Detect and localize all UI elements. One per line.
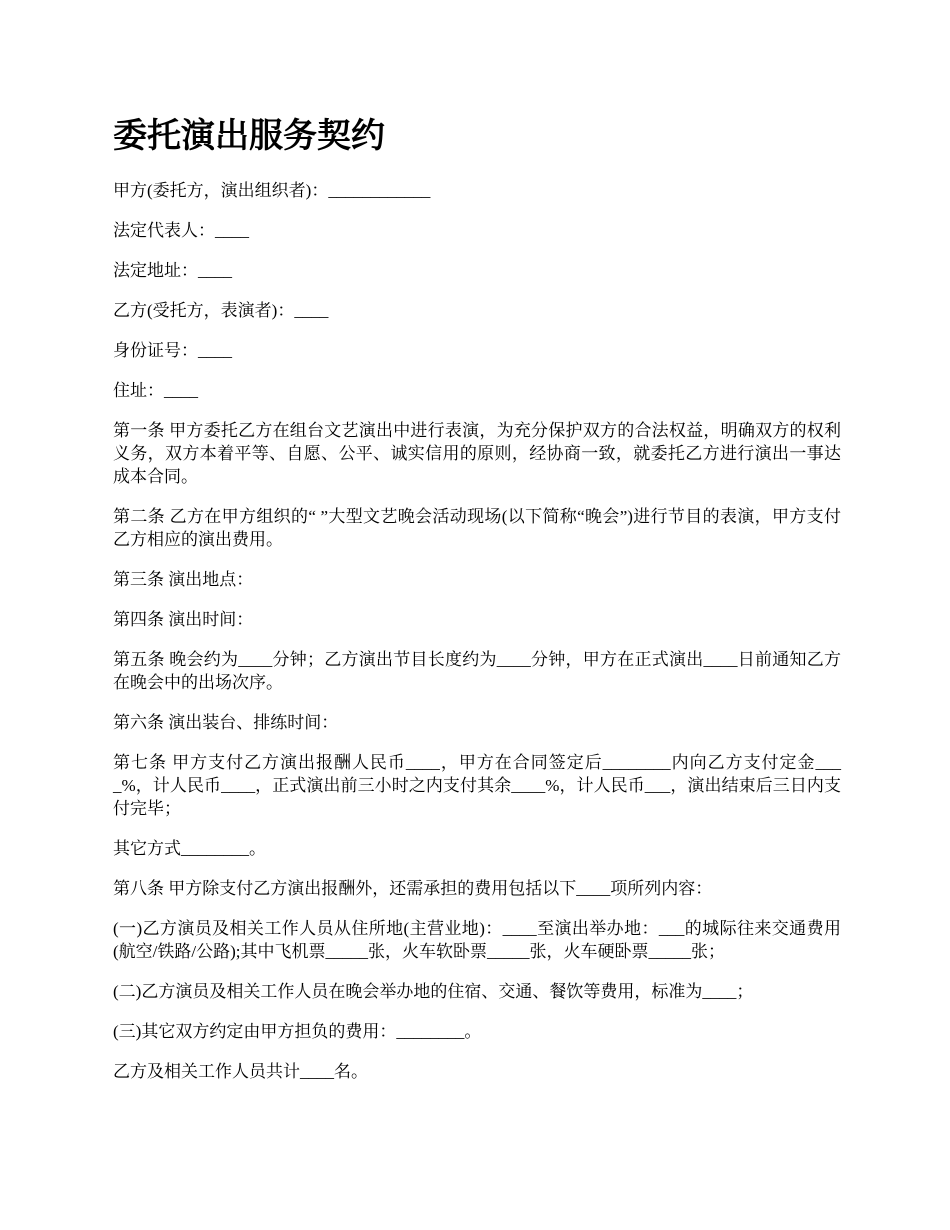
article-5: 第五条 晚会约为____分钟；乙方演出节目长度约为____分钟，甲方在正式演出____日前通知乙方在晚会中的出场次序。 [113,650,841,692]
article-8-item-3: (三)其它双方约定由甲方担负的费用：________。 [113,1022,482,1041]
legal-address-line: 法定地址：____ [113,261,232,280]
article-6: 第六条 演出装台、排练时间： [113,713,339,732]
other-payment-line: 其它方式________。 [113,839,266,858]
article-2: 第二条 乙方在甲方组织的“ ”大型文艺晚会活动现场(以下简称“晚会”)进行节目的表演，甲方支付乙方相应的演出费用。 [113,507,841,549]
party-b-line: 乙方(受托方，表演者)：____ [113,301,329,320]
id-number-line: 身份证号：____ [113,341,232,360]
article-7: 第七条 甲方支付乙方演出报酬人民币____，甲方在合同签定后________内向乙方支付定金____%，计人民币____，正式演出前三小时之内支付其余____%，计人民币___，演出结束后三日内支付完毕； [113,753,841,818]
article-4: 第四条 演出时间： [113,610,254,629]
party-a-line: 甲方(委托方，演出组织者)：____________ [113,181,431,200]
document-body [113,179,841,1100]
article-3: 第三条 演出地点： [113,570,254,589]
article-1: 第一条 甲方委托乙方在组台文艺演出中进行表演，为充分保护双方的合法权益，明确双方的权利义务，双方本着平等、自愿、公平、诚实信用的原则，经协商一致，就委托乙方进行演出一事达成本合同。 [113,421,841,486]
article-8-item-2: (二)乙方演员及相关工作人员在晚会举办地的住宿、交通、餐饮等费用，标准为____； [113,982,754,1001]
article-8: 第八条 甲方除支付乙方演出报酬外，还需承担的费用包括以下____项所列内容： [113,879,713,898]
legal-representative-line: 法定代表人：____ [113,221,249,240]
staff-count-line: 乙方及相关工作人员共计____名。 [113,1062,368,1081]
document-title: 委托演出服务契约 [113,116,385,156]
residence-line: 住址：____ [113,381,198,400]
article-8-item-1: (一)乙方演员及相关工作人员从住所地(主营业地)：____至演出举办地：___的城际往来交通费用(航空/铁路/公路);其中飞机票_____张，火车软卧票_____张，火车硬卧票_____张； [113,919,841,961]
